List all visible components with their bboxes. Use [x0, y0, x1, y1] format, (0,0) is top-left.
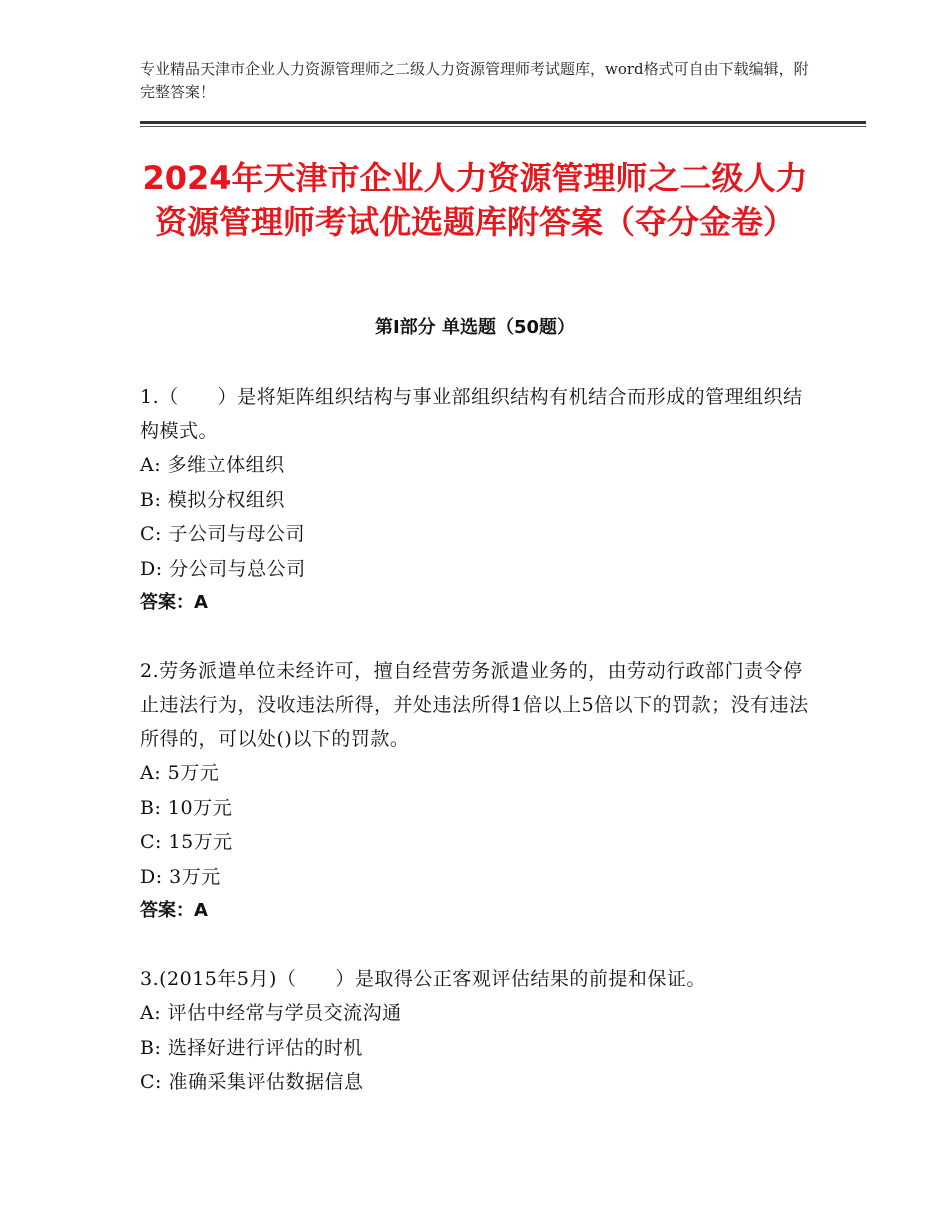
- option-a: A: 多维立体组织: [140, 454, 285, 476]
- question-1: [140, 380, 820, 620]
- question-stem: 3.(2015年5月)（ ）是取得公正客观评估结果的前提和保证。: [140, 968, 706, 990]
- option-d: D: 3万元: [140, 865, 221, 888]
- option-b: B: 10万元: [140, 796, 233, 819]
- question-3: [140, 962, 820, 1100]
- option-c: C: 准确采集评估数据信息: [140, 1071, 364, 1093]
- option-b: B: 模拟分权组织: [140, 488, 285, 511]
- document-title: 2024年天津市企业人力资源管理师之二级人力资源管理师考试优选题库附答案（夺分金卷）: [142, 159, 808, 241]
- header-rule-thin: [140, 126, 866, 127]
- question-stem: 1.（ ）是将矩阵组织结构与事业部组织结构有机结合而形成的管理组织结构模式。: [140, 386, 803, 442]
- header-note: 专业精品天津市企业人力资源管理师之二级人力资源管理师考试题库，word格式可自由下载编辑，附完整答案！: [140, 60, 809, 101]
- section-title: 第Ⅰ部分 单选题（50题）: [374, 317, 575, 338]
- header-rule-thick: [140, 121, 866, 124]
- option-c: C: 15万元: [140, 831, 233, 853]
- answer: 答案：A: [140, 900, 208, 921]
- option-c: C: 子公司与母公司: [140, 523, 305, 545]
- option-a: A: 评估中经常与学员交流沟通: [140, 1002, 402, 1024]
- question-stem: 2.劳务派遣单位未经许可，擅自经营劳务派遣业务的，由劳动行政部门责令停止违法行为，没收违法所得，并处违法所得1倍以上5倍以下的罚款；没有违法所得的，可以处()以下的罚款。: [140, 660, 809, 750]
- option-b: B: 选择好进行评估的时机: [140, 1036, 363, 1059]
- option-a: A: 5万元: [140, 762, 220, 784]
- answer: 答案：A: [140, 592, 208, 613]
- question-2: [140, 654, 820, 928]
- question-list: [140, 380, 820, 1134]
- option-d: D: 分公司与总公司: [140, 557, 306, 580]
